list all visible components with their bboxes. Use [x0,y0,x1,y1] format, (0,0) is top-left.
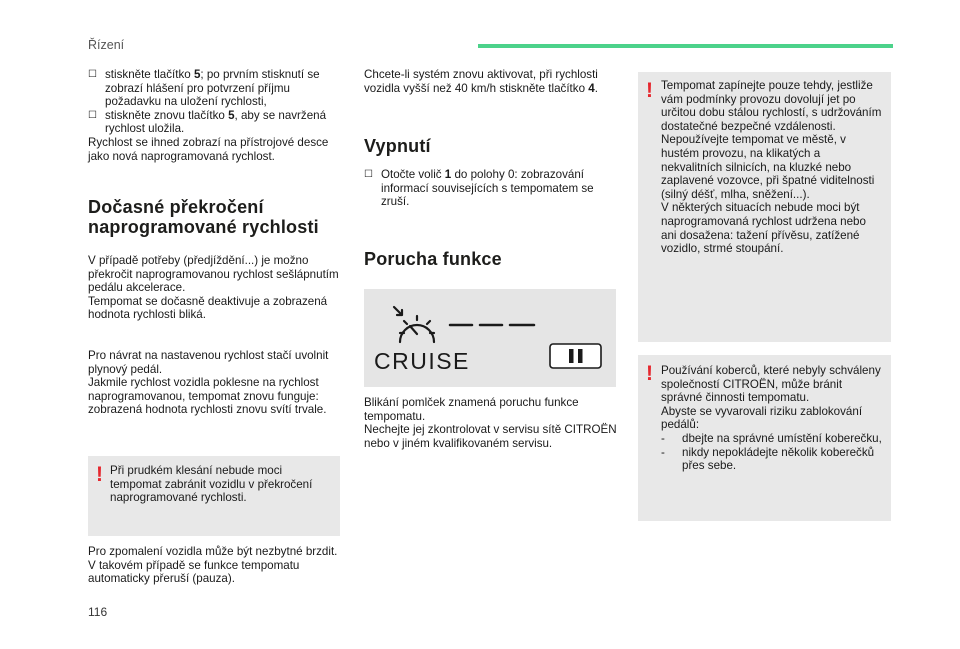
warning-box [638,72,891,342]
bullet-text: ; po prvním stisknutí se zobrazí hlášení pro potvrzení příjmu požadavku na uložení rychlosti, [105,68,320,109]
exclamation-icon: ! [96,463,103,486]
checkbox-bullet-icon: ☐ [364,169,373,180]
bullet-text: , aby se navržená rychlost uložila. [105,108,327,136]
warning-text-block [661,364,883,473]
list-item: - nikdy nepokládejte několik koberečků přes sebe. [661,446,883,473]
list-item: - dbejte na správné umístění koberečku, [661,431,882,445]
exclamation-icon: ! [646,362,653,385]
speedometer-icon [394,307,434,342]
paragraph: Chcete-li systém znovu aktivovat, při rychlosti vozidla vyšší než 40 km/h stiskněte tlačítko [364,68,598,95]
bullet-item [88,68,342,109]
paragraph: Tempomat se dočasně deaktivuje a zobrazená hodnota rychlosti bliká. [88,294,328,322]
heading-temporary-exceed [88,197,348,237]
paragraph: . [594,81,598,95]
paragraph: Nechejte jej zkontrolovat v servisu sítě CITROËN nebo v jiném kvalifikovaném servisu. [364,423,617,450]
exclamation-icon: ! [646,79,653,102]
pause-button-frame [550,344,601,368]
section-accent-bar [478,44,893,48]
paragraph-block [364,396,620,450]
paragraph-block [88,349,342,417]
bullet-block [364,168,616,209]
warning-text-block [661,79,883,256]
bold-ref: 4 [588,81,595,95]
section-title: Řízení [88,38,125,52]
bullet-item [88,109,342,136]
checkbox-bullet-icon: ☐ [88,109,97,121]
paragraph: Blikání pomlček znamená poruchu funkce tempomatu. [364,396,579,423]
page-number: 116 [88,605,108,619]
bullet-text: stiskněte znovu tlačítko [105,108,229,122]
bullet-text: stiskněte tlačítko [105,68,194,81]
cruise-label: CRUISE [374,348,470,374]
bullet-text: Otočte volič [381,168,445,181]
pause-icon-bar [569,349,574,363]
warning-paragraph: V některých situacích nebude moci být naprogramovaná rychlost udržena nebo ani dosažena: tažení přívěsu, zatížené vozidlo, strmé stoupání. [661,201,866,256]
bullet-text: do polohy 0: zobrazování informací souvisejících s tempomatem se zruší. [381,168,594,209]
heading-malfunction: Porucha funkce [364,249,502,269]
bullet-item [364,168,616,209]
column-2-intro [364,68,620,95]
heading-line: naprogramované rychlosti [88,217,319,237]
warning-paragraph: Abyste se vyvarovali riziku zablokování pedálů: [661,404,863,432]
warning-box [638,355,891,521]
checkbox-bullet-icon: ☐ [88,69,97,80]
warning-paragraph: Používání koberců, které nebyly schváleny společností CITROËN, může bránit správné činnosti tempomatu. [661,364,881,405]
warning-text: Při prudkém klesání nebude moci tempomat zabránit vozidlu v překročení naprogramované rychlosti. [110,464,313,505]
paragraph: Rychlost se ihned zobrazí na přístrojové desce jako nová naprogramovaná rychlost. [88,135,329,163]
heading-line: Dočasné překročení [88,197,264,217]
paragraph: V případě potřeby (předjíždění...) je možno překročit naprogramovanou rychlost sešlápnutím pedálu akcelerace. [88,254,339,295]
warning-paragraph: Nepoužívejte tempomat ve městě, v hustém provozu, na klikatých a nekvalitních silnicích, na kluzké nebo zaplavené vozovce, při špatné viditelnosti (silný déšť, mlha, sněžení...). [661,133,875,201]
pause-icon-bar [578,349,583,363]
list-item-text: dbejte na správné umístění koberečku, [682,431,882,445]
paragraph: Jakmile rychlost vozidla poklesne na rychlost naprogramovanou, tempomat znovu funguje: zobrazená hodnota rychlosti znovu svítí trvale. [88,376,327,417]
bullet-bold: 5 [228,108,235,122]
list-item-text: nikdy nepokládejte několik koberečků přes sebe. [682,445,875,473]
column-1 [88,68,342,163]
paragraph: Pro zpomalení vozidla může být nezbytné brzdit. V takovém případě se funkce tempomatu automaticky přeruší (pauza). [88,545,338,586]
heading-switch-off: Vypnutí [364,136,431,156]
paragraph: Pro návrat na nastavenou rychlost stačí uvolnit plynový pedál. [88,349,329,376]
paragraph-block [88,254,342,322]
warning-paragraph: Tempomat zapínejte pouze tehdy, jestliže vám podmínky provozu dovolují jet po určitou dobu stálou rychlostí, s udržováním dostatečné bezpečné vzdálenosti. [661,79,882,133]
warning-box [88,456,340,536]
bullet-bold: 5 [193,68,201,81]
bullet-bold: 1 [444,168,452,181]
cruise-display-illustration [364,289,616,387]
paragraph-block [88,545,342,586]
